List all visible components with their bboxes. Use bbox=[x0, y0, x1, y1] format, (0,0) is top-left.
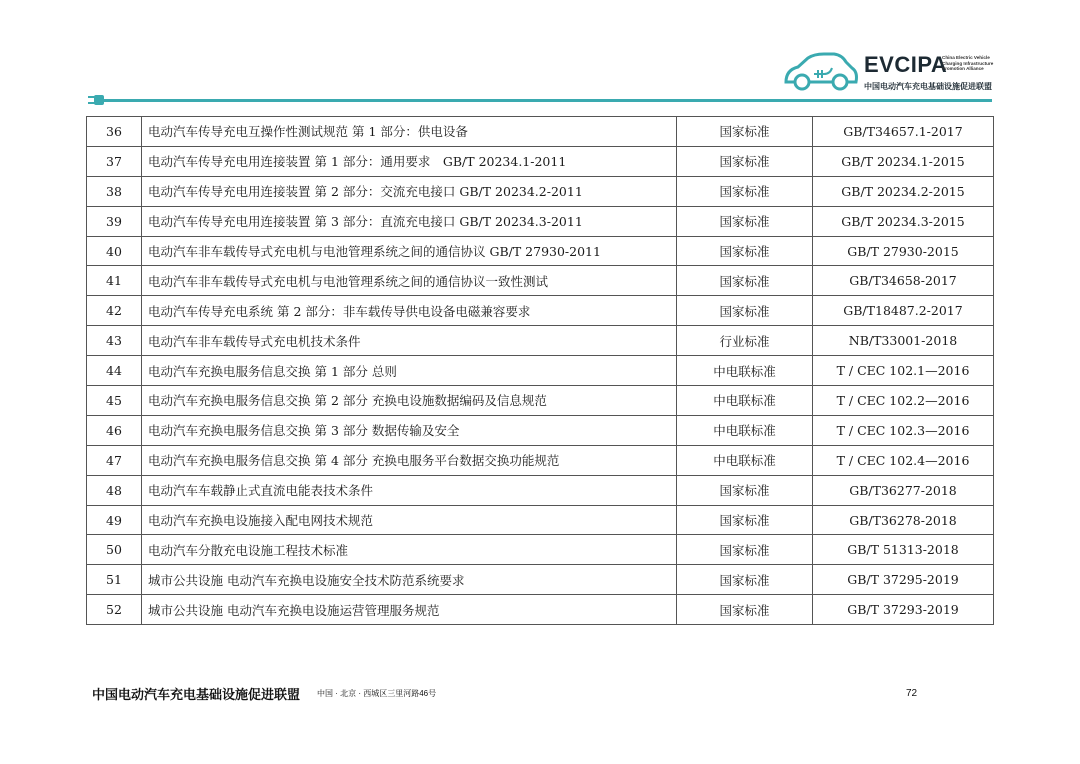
table-row bbox=[87, 146, 994, 176]
standard-code: GB/T34657.1-2017 bbox=[813, 117, 994, 147]
standard-name: 电动汽车传导充电用连接装置 第 3 部分：直流充电接口 GB/T 20234.3-2011 bbox=[142, 206, 677, 236]
table-row bbox=[87, 565, 994, 595]
footer-address: 中国 · 北京 · 西城区三里河路46号 bbox=[317, 689, 437, 698]
row-number: 48 bbox=[87, 475, 142, 505]
page-number: 72 bbox=[906, 688, 918, 699]
row-number: 36 bbox=[87, 117, 142, 147]
standard-code: T / CEC 102.3—2016 bbox=[813, 415, 994, 445]
standard-category: 中电联标准 bbox=[677, 415, 813, 445]
table-row bbox=[87, 236, 994, 266]
standard-name: 电动汽车非车载传导式充电机技术条件 bbox=[142, 326, 677, 356]
standard-code: T / CEC 102.1—2016 bbox=[813, 356, 994, 386]
standard-code: GB/T 20234.2-2015 bbox=[813, 176, 994, 206]
table-row bbox=[87, 326, 994, 356]
standards-table-body bbox=[87, 117, 994, 625]
standard-name: 电动汽车车载静止式直流电能表技术条件 bbox=[142, 475, 677, 505]
standard-category: 国家标准 bbox=[677, 176, 813, 206]
standard-name: 城市公共设施 电动汽车充换电设施安全技术防范系统要求 bbox=[142, 565, 677, 595]
standard-category: 国家标准 bbox=[677, 117, 813, 147]
standard-category: 国家标准 bbox=[677, 565, 813, 595]
standard-category: 国家标准 bbox=[677, 505, 813, 535]
standard-name: 电动汽车传导充电用连接装置 第 1 部分：通用要求 GB/T 20234.1-2011 bbox=[142, 146, 677, 176]
standard-category: 行业标准 bbox=[677, 326, 813, 356]
standard-category: 中电联标准 bbox=[677, 356, 813, 386]
standard-code: GB/T 27930-2015 bbox=[813, 236, 994, 266]
standard-name: 电动汽车非车载传导式充电机与电池管理系统之间的通信协议一致性测试 bbox=[142, 266, 677, 296]
standard-name: 电动汽车充换电服务信息交换 第 2 部分 充换电设施数据编码及信息规范 bbox=[142, 386, 677, 416]
footer-organization: 中国电动汽车充电基础设施促进联盟 bbox=[92, 687, 301, 702]
table-row bbox=[87, 386, 994, 416]
row-number: 44 bbox=[87, 356, 142, 386]
standards-table bbox=[86, 116, 994, 625]
standard-name: 电动汽车传导充电用连接装置 第 2 部分：交流充电接口 GB/T 20234.2-2011 bbox=[142, 176, 677, 206]
row-number: 41 bbox=[87, 266, 142, 296]
standard-code: GB/T 51313-2018 bbox=[813, 535, 994, 565]
table-row bbox=[87, 266, 994, 296]
row-number: 38 bbox=[87, 176, 142, 206]
table-row bbox=[87, 595, 994, 625]
table-row bbox=[87, 415, 994, 445]
standard-code: T / CEC 102.4—2016 bbox=[813, 445, 994, 475]
row-number: 47 bbox=[87, 445, 142, 475]
standard-name: 电动汽车传导充电系统 第 2 部分：非车载传导供电设备电磁兼容要求 bbox=[142, 296, 677, 326]
table-row bbox=[87, 475, 994, 505]
table-row bbox=[87, 445, 994, 475]
row-number: 52 bbox=[87, 595, 142, 625]
standard-category: 国家标准 bbox=[677, 595, 813, 625]
logo-subtitle-cn: 中国电动汽车充电基础设施促进联盟 bbox=[864, 82, 992, 91]
standard-category: 国家标准 bbox=[677, 146, 813, 176]
standard-category: 中电联标准 bbox=[677, 445, 813, 475]
row-number: 50 bbox=[87, 535, 142, 565]
standard-code: NB/T33001-2018 bbox=[813, 326, 994, 356]
standard-name: 电动汽车充换电服务信息交换 第 3 部分 数据传输及安全 bbox=[142, 415, 677, 445]
standard-code: GB/T 37295-2019 bbox=[813, 565, 994, 595]
standard-category: 国家标准 bbox=[677, 475, 813, 505]
row-number: 40 bbox=[87, 236, 142, 266]
table-row bbox=[87, 206, 994, 236]
table-row bbox=[87, 296, 994, 326]
logo-wordmark: EVCIPA bbox=[864, 52, 948, 77]
row-number: 46 bbox=[87, 415, 142, 445]
row-number: 39 bbox=[87, 206, 142, 236]
standard-name: 电动汽车充换电服务信息交换 第 1 部分 总则 bbox=[142, 356, 677, 386]
electric-car-logo-icon bbox=[780, 50, 860, 94]
standard-name: 电动汽车充换电设施接入配电网技术规范 bbox=[142, 505, 677, 535]
table-row bbox=[87, 535, 994, 565]
row-number: 49 bbox=[87, 505, 142, 535]
standard-name: 电动汽车传导充电互操作性测试规范 第 1 部分：供电设备 bbox=[142, 117, 677, 147]
logo-subtitle-en: China Electric Vehicle Charging Infrastructure Promotion Alliance bbox=[942, 55, 994, 72]
standard-code: T / CEC 102.2—2016 bbox=[813, 386, 994, 416]
standard-code: GB/T18487.2-2017 bbox=[813, 296, 994, 326]
standard-code: GB/T36277-2018 bbox=[813, 475, 994, 505]
standard-code: GB/T 37293-2019 bbox=[813, 595, 994, 625]
standard-name: 电动汽车分散充电设施工程技术标准 bbox=[142, 535, 677, 565]
standard-code: GB/T 20234.1-2015 bbox=[813, 146, 994, 176]
row-number: 45 bbox=[87, 386, 142, 416]
row-number: 42 bbox=[87, 296, 142, 326]
row-number: 51 bbox=[87, 565, 142, 595]
standard-category: 中电联标准 bbox=[677, 386, 813, 416]
standard-category: 国家标准 bbox=[677, 535, 813, 565]
standard-code: GB/T36278-2018 bbox=[813, 505, 994, 535]
table-row bbox=[87, 176, 994, 206]
standard-name: 电动汽车充换电服务信息交换 第 4 部分 充换电服务平台数据交换功能规范 bbox=[142, 445, 677, 475]
table-row bbox=[87, 356, 994, 386]
standard-name: 城市公共设施 电动汽车充换电设施运营管理服务规范 bbox=[142, 595, 677, 625]
standard-category: 国家标准 bbox=[677, 206, 813, 236]
standard-name: 电动汽车非车载传导式充电机与电池管理系统之间的通信协议 GB/T 27930-2011 bbox=[142, 236, 677, 266]
header-divider bbox=[96, 99, 992, 102]
row-number: 37 bbox=[87, 146, 142, 176]
standard-code: GB/T 20234.3-2015 bbox=[813, 206, 994, 236]
table-row bbox=[87, 117, 994, 147]
standard-code: GB/T34658-2017 bbox=[813, 266, 994, 296]
row-number: 43 bbox=[87, 326, 142, 356]
evcipa-logo bbox=[780, 50, 1000, 96]
standard-category: 国家标准 bbox=[677, 236, 813, 266]
standard-category: 国家标准 bbox=[677, 266, 813, 296]
standard-category: 国家标准 bbox=[677, 296, 813, 326]
table-row bbox=[87, 505, 994, 535]
